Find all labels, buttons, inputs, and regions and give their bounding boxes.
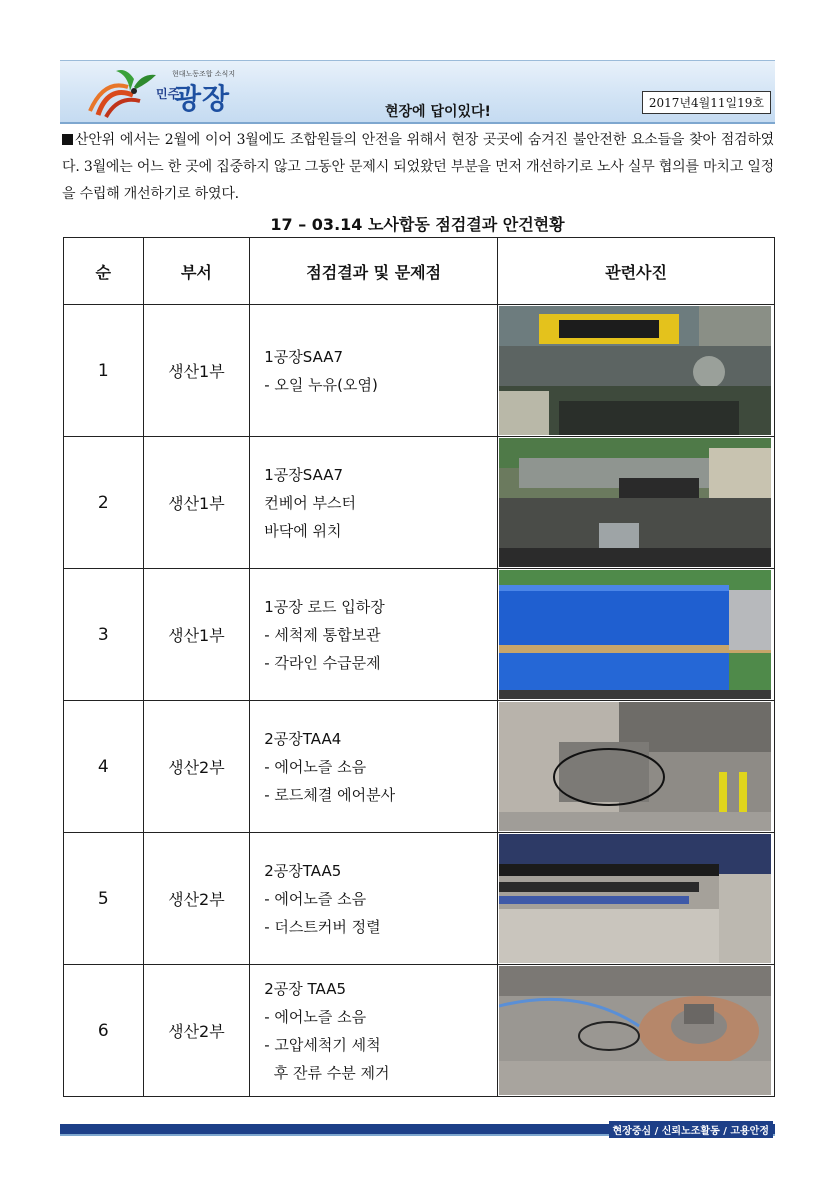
header-dept: 부서 bbox=[143, 238, 250, 305]
row-dept: 생산2부 bbox=[143, 701, 250, 833]
issue-line: 2공장 TAA5 bbox=[264, 979, 347, 998]
row-dept: 생산2부 bbox=[143, 965, 250, 1097]
issue-line: 바닥에 위치 bbox=[264, 521, 342, 540]
intro-paragraph bbox=[62, 127, 774, 208]
photo-air-nozzle-rod bbox=[499, 702, 771, 831]
header-num: 순 bbox=[64, 238, 144, 305]
intro-text: 산안위 에서는 2월에 이어 3월에도 조합원들의 안전을 위해서 현장 곳곳에 숨겨진 불안전한 요소들을 찾아 점검하였다. 3월에는 어느 한 곳에 집중하지 않고 그동안 문제시 되었왔던 부분을 먼저 개선하기로 노사 실무 협의를 마치고 일정을 수립해 개선하기로 하였다. bbox=[62, 132, 774, 202]
newsletter-banner bbox=[60, 60, 775, 124]
issue-line: - 더스트커버 정렬 bbox=[264, 917, 381, 936]
table-row bbox=[64, 305, 775, 437]
issue-date: 2017년4월11일19호 bbox=[642, 91, 771, 114]
row-issue bbox=[250, 965, 498, 1097]
table-row bbox=[64, 833, 775, 965]
row-photo-cell bbox=[498, 701, 775, 833]
row-issue bbox=[250, 701, 498, 833]
table-row bbox=[64, 437, 775, 569]
table-row bbox=[64, 701, 775, 833]
issue-line: - 세척제 통합보관 bbox=[264, 625, 381, 644]
logo-subtitle: 현대노동조합 소식지 bbox=[172, 70, 236, 78]
issue-line: 2공장TAA4 bbox=[264, 729, 342, 748]
row-num: 2 bbox=[64, 437, 144, 569]
row-num: 5 bbox=[64, 833, 144, 965]
issue-line: - 에어노즐 소음 bbox=[264, 1007, 367, 1026]
row-photo-cell bbox=[498, 965, 775, 1097]
row-dept: 생산1부 bbox=[143, 305, 250, 437]
row-photo-cell bbox=[498, 305, 775, 437]
row-issue bbox=[250, 305, 498, 437]
slogan: 현장에 답이있다! bbox=[385, 104, 491, 120]
row-dept: 생산1부 bbox=[143, 437, 250, 569]
row-photo-cell bbox=[498, 437, 775, 569]
issue-line: 컨베어 부스터 bbox=[264, 493, 356, 512]
logo-title: 광장 bbox=[174, 82, 231, 115]
square-bullet-icon bbox=[62, 134, 73, 145]
row-photo-cell bbox=[498, 569, 775, 701]
table-title: 17 – 03.14 노사합동 점검결과 안건현황 bbox=[270, 215, 565, 234]
issue-line: - 에어노즐 소음 bbox=[264, 757, 367, 776]
row-num: 6 bbox=[64, 965, 144, 1097]
table-row bbox=[64, 965, 775, 1097]
photo-machine-oil-leak bbox=[499, 306, 771, 435]
photo-conveyor-booster bbox=[499, 438, 771, 567]
logo-minju-text: 민주 bbox=[156, 87, 180, 101]
issue-line: 후 잔류 수분 제거 bbox=[264, 1063, 390, 1082]
row-num: 4 bbox=[64, 701, 144, 833]
row-photo-cell bbox=[498, 833, 775, 965]
issue-line: 1공장 로드 입하장 bbox=[264, 597, 385, 616]
footer-motto: 현장중심 / 신뢰노조활동 / 고용안정 bbox=[609, 1121, 773, 1138]
header-photo: 관련사진 bbox=[498, 238, 775, 305]
row-num: 3 bbox=[64, 569, 144, 701]
inspection-results-table bbox=[63, 237, 775, 1097]
issue-line: - 에어노즐 소음 bbox=[264, 889, 367, 908]
issue-line: - 각라인 수급문제 bbox=[264, 653, 381, 672]
row-dept: 생산1부 bbox=[143, 569, 250, 701]
row-issue bbox=[250, 833, 498, 965]
row-issue bbox=[250, 569, 498, 701]
issue-line: - 로드체결 에어분사 bbox=[264, 785, 396, 804]
photo-high-pressure-washer bbox=[499, 966, 771, 1095]
issue-line: 1공장SAA7 bbox=[264, 465, 344, 484]
table-header-row bbox=[64, 238, 775, 305]
table-row bbox=[64, 569, 775, 701]
row-num: 1 bbox=[64, 305, 144, 437]
issue-line: 2공장TAA5 bbox=[264, 861, 342, 880]
issue-line: - 오일 누유(오염) bbox=[264, 375, 378, 394]
issue-line: - 고압세척기 세척 bbox=[264, 1035, 381, 1054]
issue-line: 1공장SAA7 bbox=[264, 347, 344, 366]
photo-dust-cover bbox=[499, 834, 771, 963]
header-issue: 점검결과 및 문제점 bbox=[250, 238, 498, 305]
photo-cleaner-storage bbox=[499, 570, 771, 699]
row-dept: 생산2부 bbox=[143, 833, 250, 965]
row-issue bbox=[250, 437, 498, 569]
